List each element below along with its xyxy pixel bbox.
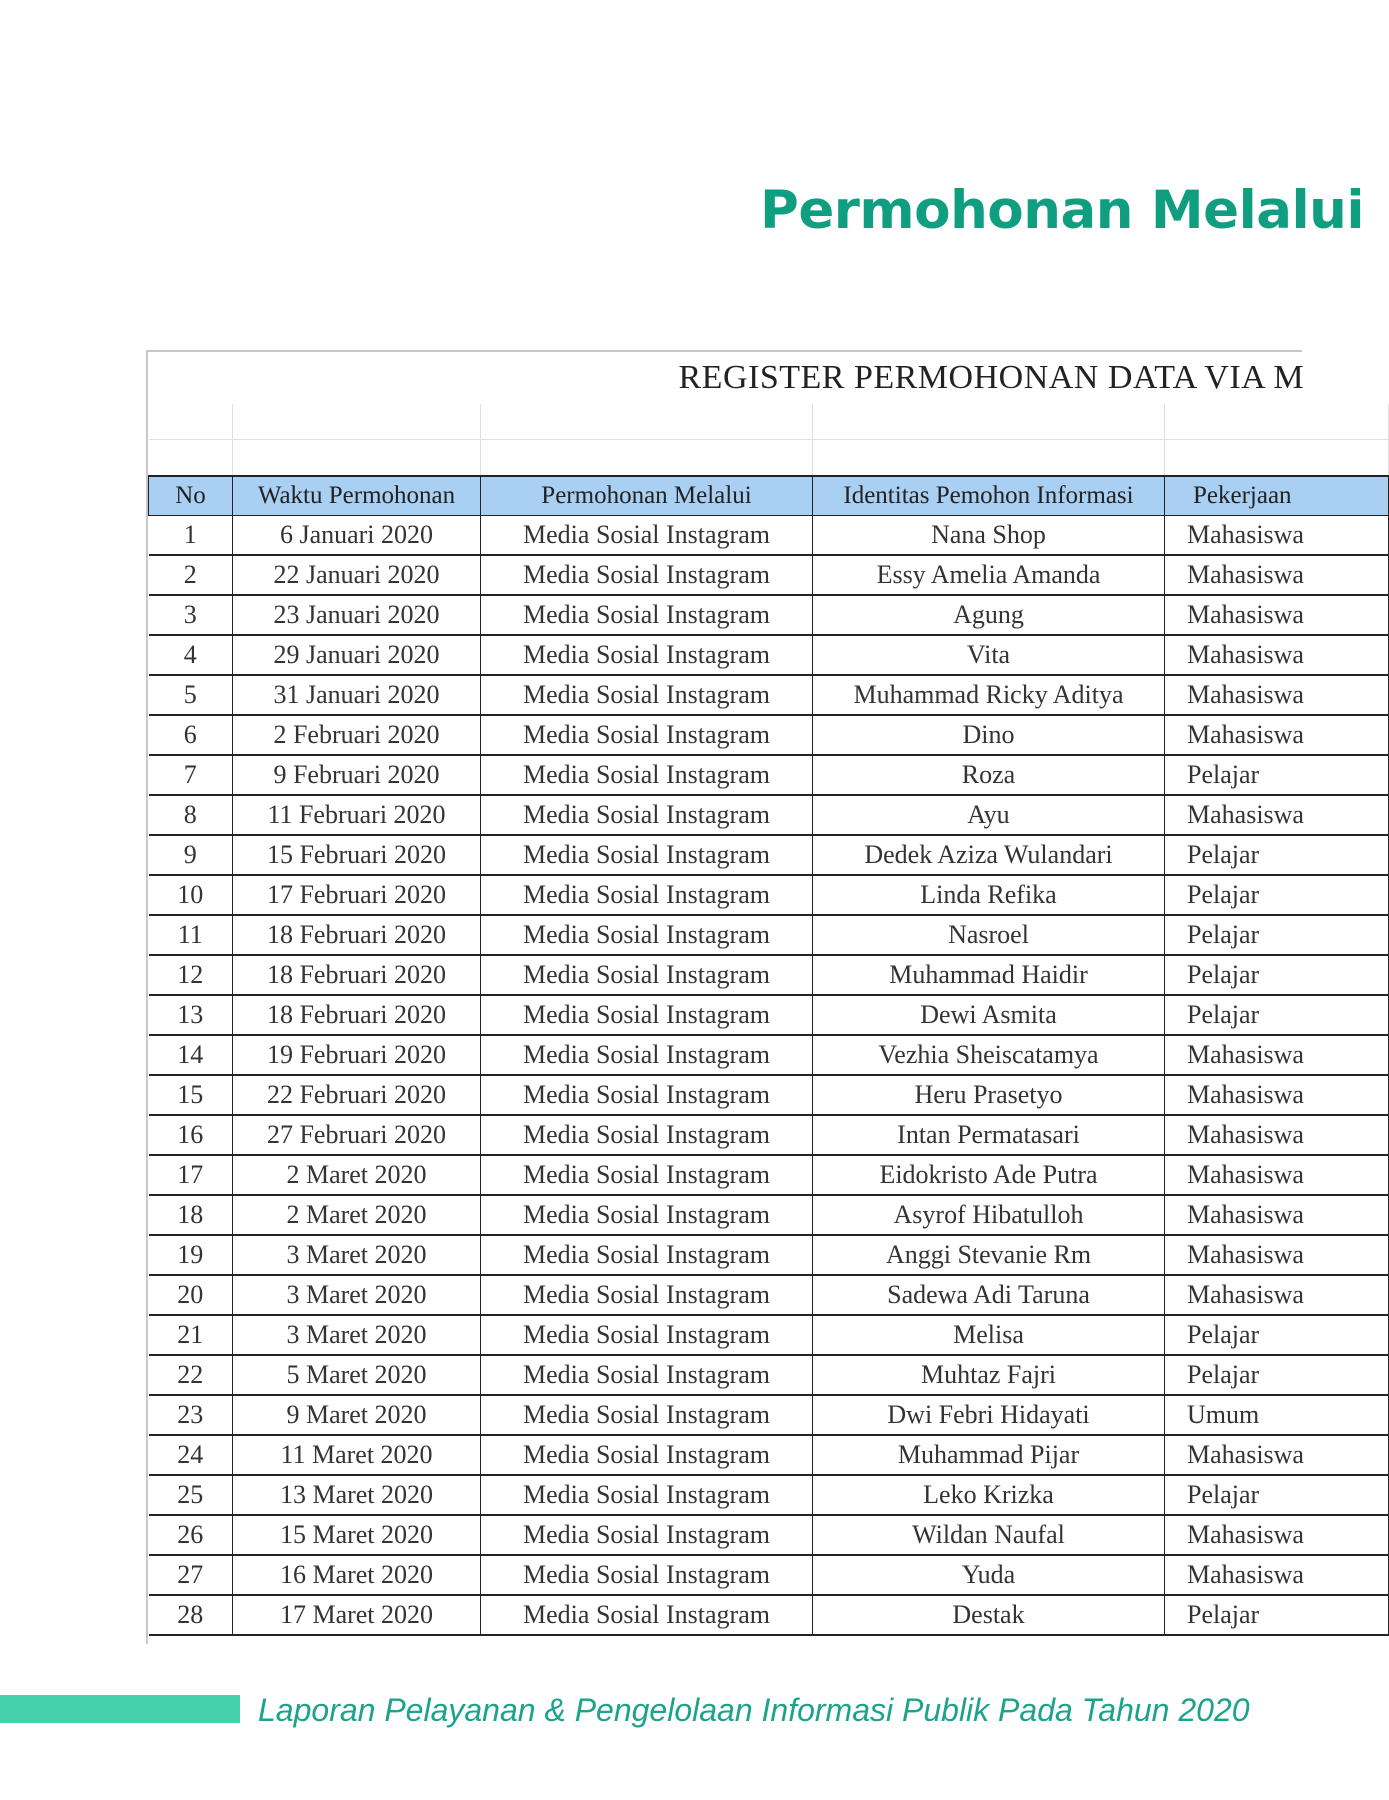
column-header-waktu: Waktu Permohonan bbox=[233, 476, 481, 516]
cell-no: 18 bbox=[149, 1195, 233, 1235]
cell-no: 19 bbox=[149, 1235, 233, 1275]
cell-no: 26 bbox=[149, 1515, 233, 1555]
cell-identitas: Vezhia Sheiscatamya bbox=[813, 1035, 1165, 1075]
cell-pekerjaan: Pelajar bbox=[1165, 1355, 1389, 1395]
cell-no: 8 bbox=[149, 795, 233, 835]
cell-pekerjaan: Mahasiswa bbox=[1165, 1515, 1389, 1555]
table-row bbox=[149, 715, 1389, 755]
cell-no: 16 bbox=[149, 1115, 233, 1155]
cell-no: 21 bbox=[149, 1315, 233, 1355]
cell-waktu: 23 Januari 2020 bbox=[233, 595, 481, 635]
cell-waktu: 15 Maret 2020 bbox=[233, 1515, 481, 1555]
cell-no: 1 bbox=[149, 516, 233, 556]
table-row bbox=[149, 595, 1389, 635]
cell-identitas: Nana Shop bbox=[813, 516, 1165, 556]
cell-pekerjaan: Mahasiswa bbox=[1165, 795, 1389, 835]
cell-pekerjaan: Pelajar bbox=[1165, 875, 1389, 915]
table-row bbox=[149, 1435, 1389, 1475]
cell-no: 27 bbox=[149, 1555, 233, 1595]
page-title: Permohonan Melalui bbox=[760, 180, 1365, 241]
column-header-melalui: Permohonan Melalui bbox=[481, 476, 813, 516]
cell-melalui: Media Sosial Instagram bbox=[481, 516, 813, 556]
cell-waktu: 18 Februari 2020 bbox=[233, 955, 481, 995]
cell-waktu: 13 Maret 2020 bbox=[233, 1475, 481, 1515]
cell-melalui: Media Sosial Instagram bbox=[481, 715, 813, 755]
cell-no: 4 bbox=[149, 635, 233, 675]
cell-pekerjaan: Pelajar bbox=[1165, 955, 1389, 995]
cell-pekerjaan: Pelajar bbox=[1165, 755, 1389, 795]
cell-melalui: Media Sosial Instagram bbox=[481, 995, 813, 1035]
cell-identitas: Heru Prasetyo bbox=[813, 1075, 1165, 1115]
cell-waktu: 19 Februari 2020 bbox=[233, 1035, 481, 1075]
cell-melalui: Media Sosial Instagram bbox=[481, 755, 813, 795]
footer-accent-bar bbox=[0, 1695, 240, 1723]
cell-identitas: Eidokristo Ade Putra bbox=[813, 1155, 1165, 1195]
table-row bbox=[149, 1475, 1389, 1515]
cell-identitas: Muhammad Ricky Aditya bbox=[813, 675, 1165, 715]
table-row bbox=[149, 795, 1389, 835]
cell-waktu: 17 Februari 2020 bbox=[233, 875, 481, 915]
cell-pekerjaan: Mahasiswa bbox=[1165, 1195, 1389, 1235]
cell-waktu: 18 Februari 2020 bbox=[233, 915, 481, 955]
cell-identitas: Muhammad Haidir bbox=[813, 955, 1165, 995]
cell-identitas: Wildan Naufal bbox=[813, 1515, 1165, 1555]
cell-pekerjaan: Pelajar bbox=[1165, 1475, 1389, 1515]
cell-melalui: Media Sosial Instagram bbox=[481, 1435, 813, 1475]
table-row bbox=[149, 1515, 1389, 1555]
cell-pekerjaan: Pelajar bbox=[1165, 995, 1389, 1035]
table-row bbox=[149, 1595, 1389, 1635]
cell-melalui: Media Sosial Instagram bbox=[481, 675, 813, 715]
cell-identitas: Ayu bbox=[813, 795, 1165, 835]
cell-waktu: 22 Februari 2020 bbox=[233, 1075, 481, 1115]
cell-no: 9 bbox=[149, 835, 233, 875]
cell-identitas: Nasroel bbox=[813, 915, 1165, 955]
cell-identitas: Melisa bbox=[813, 1315, 1165, 1355]
cell-waktu: 9 Februari 2020 bbox=[233, 755, 481, 795]
cell-no: 28 bbox=[149, 1595, 233, 1635]
table-row bbox=[149, 995, 1389, 1035]
cell-identitas: Anggi Stevanie Rm bbox=[813, 1235, 1165, 1275]
cell-pekerjaan: Mahasiswa bbox=[1165, 1275, 1389, 1315]
cell-waktu: 31 Januari 2020 bbox=[233, 675, 481, 715]
table-row bbox=[149, 1195, 1389, 1235]
cell-melalui: Media Sosial Instagram bbox=[481, 1475, 813, 1515]
cell-melalui: Media Sosial Instagram bbox=[481, 1075, 813, 1115]
cell-identitas: Asyrof Hibatulloh bbox=[813, 1195, 1165, 1235]
cell-melalui: Media Sosial Instagram bbox=[481, 1155, 813, 1195]
cell-identitas: Roza bbox=[813, 755, 1165, 795]
table-row bbox=[149, 516, 1389, 556]
footer-caption: Laporan Pelayanan & Pengelolaan Informasi Publik Pada Tahun 2020 bbox=[258, 1692, 1250, 1728]
cell-waktu: 2 Maret 2020 bbox=[233, 1195, 481, 1235]
cell-melalui: Media Sosial Instagram bbox=[481, 1595, 813, 1635]
register-title: REGISTER PERMOHONAN DATA VIA M bbox=[678, 359, 1305, 396]
cell-no: 6 bbox=[149, 715, 233, 755]
cell-identitas: Essy Amelia Amanda bbox=[813, 555, 1165, 595]
table-row bbox=[149, 1075, 1389, 1115]
cell-pekerjaan: Umum bbox=[1165, 1395, 1389, 1435]
cell-identitas: Linda Refika bbox=[813, 875, 1165, 915]
cell-no: 14 bbox=[149, 1035, 233, 1075]
cell-melalui: Media Sosial Instagram bbox=[481, 635, 813, 675]
cell-identitas: Leko Krizka bbox=[813, 1475, 1165, 1515]
cell-waktu: 9 Maret 2020 bbox=[233, 1395, 481, 1435]
cell-pekerjaan: Mahasiswa bbox=[1165, 1155, 1389, 1195]
cell-no: 24 bbox=[149, 1435, 233, 1475]
cell-pekerjaan: Mahasiswa bbox=[1165, 1435, 1389, 1475]
cell-no: 5 bbox=[149, 675, 233, 715]
cell-waktu: 11 Februari 2020 bbox=[233, 795, 481, 835]
cell-melalui: Media Sosial Instagram bbox=[481, 555, 813, 595]
cell-pekerjaan: Pelajar bbox=[1165, 1315, 1389, 1355]
table-row bbox=[149, 1355, 1389, 1395]
cell-melalui: Media Sosial Instagram bbox=[481, 795, 813, 835]
cell-waktu: 17 Maret 2020 bbox=[233, 1595, 481, 1635]
cell-identitas: Yuda bbox=[813, 1555, 1165, 1595]
cell-identitas: Destak bbox=[813, 1595, 1165, 1635]
table-row bbox=[149, 875, 1389, 915]
cell-pekerjaan: Mahasiswa bbox=[1165, 1115, 1389, 1155]
cell-pekerjaan: Mahasiswa bbox=[1165, 1035, 1389, 1075]
cell-no: 20 bbox=[149, 1275, 233, 1315]
column-header-identitas: Identitas Pemohon Informasi bbox=[813, 476, 1165, 516]
cell-pekerjaan: Mahasiswa bbox=[1165, 635, 1389, 675]
cell-waktu: 6 Januari 2020 bbox=[233, 516, 481, 556]
table-row bbox=[149, 1235, 1389, 1275]
cell-melalui: Media Sosial Instagram bbox=[481, 915, 813, 955]
table-row bbox=[149, 555, 1389, 595]
cell-no: 2 bbox=[149, 555, 233, 595]
cell-waktu: 29 Januari 2020 bbox=[233, 635, 481, 675]
cell-waktu: 27 Februari 2020 bbox=[233, 1115, 481, 1155]
cell-no: 3 bbox=[149, 595, 233, 635]
cell-pekerjaan: Mahasiswa bbox=[1165, 715, 1389, 755]
table-row bbox=[149, 955, 1389, 995]
cell-waktu: 2 Maret 2020 bbox=[233, 1155, 481, 1195]
cell-identitas: Dedek Aziza Wulandari bbox=[813, 835, 1165, 875]
cell-pekerjaan: Mahasiswa bbox=[1165, 1075, 1389, 1115]
table-row bbox=[149, 915, 1389, 955]
cell-no: 25 bbox=[149, 1475, 233, 1515]
cell-melalui: Media Sosial Instagram bbox=[481, 875, 813, 915]
cell-melalui: Media Sosial Instagram bbox=[481, 1315, 813, 1355]
cell-pekerjaan: Mahasiswa bbox=[1165, 595, 1389, 635]
table-row bbox=[149, 1555, 1389, 1595]
cell-waktu: 18 Februari 2020 bbox=[233, 995, 481, 1035]
cell-waktu: 15 Februari 2020 bbox=[233, 835, 481, 875]
cell-melalui: Media Sosial Instagram bbox=[481, 835, 813, 875]
cell-no: 23 bbox=[149, 1395, 233, 1435]
table-row bbox=[149, 1395, 1389, 1435]
column-header-no: No bbox=[149, 476, 233, 516]
cell-melalui: Media Sosial Instagram bbox=[481, 1555, 813, 1595]
cell-identitas: Dino bbox=[813, 715, 1165, 755]
cell-melalui: Media Sosial Instagram bbox=[481, 1115, 813, 1155]
cell-no: 12 bbox=[149, 955, 233, 995]
cell-identitas: Muhtaz Fajri bbox=[813, 1355, 1165, 1395]
cell-waktu: 2 Februari 2020 bbox=[233, 715, 481, 755]
cell-pekerjaan: Pelajar bbox=[1165, 1595, 1389, 1635]
table-row bbox=[149, 1115, 1389, 1155]
register-body bbox=[149, 516, 1389, 1636]
cell-no: 17 bbox=[149, 1155, 233, 1195]
cell-pekerjaan: Pelajar bbox=[1165, 915, 1389, 955]
cell-identitas: Muhammad Pijar bbox=[813, 1435, 1165, 1475]
register-sheet bbox=[146, 350, 1305, 1644]
table-row bbox=[149, 1155, 1389, 1195]
cell-no: 22 bbox=[149, 1355, 233, 1395]
blank-row bbox=[149, 440, 1389, 477]
cell-melalui: Media Sosial Instagram bbox=[481, 1035, 813, 1075]
blank-row bbox=[149, 404, 1389, 440]
register-table bbox=[148, 352, 1389, 1636]
cell-melalui: Media Sosial Instagram bbox=[481, 1235, 813, 1275]
cell-identitas: Intan Permatasari bbox=[813, 1115, 1165, 1155]
cell-pekerjaan: Mahasiswa bbox=[1165, 516, 1389, 556]
table-row bbox=[149, 755, 1389, 795]
cell-identitas: Vita bbox=[813, 635, 1165, 675]
cell-no: 10 bbox=[149, 875, 233, 915]
cell-melalui: Media Sosial Instagram bbox=[481, 1395, 813, 1435]
table-row bbox=[149, 1275, 1389, 1315]
cell-pekerjaan: Mahasiswa bbox=[1165, 675, 1389, 715]
cell-melalui: Media Sosial Instagram bbox=[481, 595, 813, 635]
column-header-pekerjaan: Pekerjaan bbox=[1165, 476, 1389, 516]
table-row bbox=[149, 675, 1389, 715]
cell-waktu: 11 Maret 2020 bbox=[233, 1435, 481, 1475]
cell-melalui: Media Sosial Instagram bbox=[481, 955, 813, 995]
table-row bbox=[149, 835, 1389, 875]
cell-identitas: Dwi Febri Hidayati bbox=[813, 1395, 1165, 1435]
table-row bbox=[149, 1035, 1389, 1075]
cell-no: 7 bbox=[149, 755, 233, 795]
cell-melalui: Media Sosial Instagram bbox=[481, 1515, 813, 1555]
cell-no: 11 bbox=[149, 915, 233, 955]
cell-identitas: Sadewa Adi Taruna bbox=[813, 1275, 1165, 1315]
cell-waktu: 3 Maret 2020 bbox=[233, 1315, 481, 1355]
cell-waktu: 5 Maret 2020 bbox=[233, 1355, 481, 1395]
cell-waktu: 3 Maret 2020 bbox=[233, 1275, 481, 1315]
cell-melalui: Media Sosial Instagram bbox=[481, 1355, 813, 1395]
cell-melalui: Media Sosial Instagram bbox=[481, 1275, 813, 1315]
cell-melalui: Media Sosial Instagram bbox=[481, 1195, 813, 1235]
cell-pekerjaan: Mahasiswa bbox=[1165, 1235, 1389, 1275]
cell-no: 15 bbox=[149, 1075, 233, 1115]
cell-pekerjaan: Mahasiswa bbox=[1165, 555, 1389, 595]
table-row bbox=[149, 1315, 1389, 1355]
column-header-row bbox=[149, 476, 1389, 516]
table-row bbox=[149, 635, 1389, 675]
cell-pekerjaan: Mahasiswa bbox=[1165, 1555, 1389, 1595]
cell-waktu: 16 Maret 2020 bbox=[233, 1555, 481, 1595]
cell-waktu: 3 Maret 2020 bbox=[233, 1235, 481, 1275]
cell-waktu: 22 Januari 2020 bbox=[233, 555, 481, 595]
cell-pekerjaan: Pelajar bbox=[1165, 835, 1389, 875]
cell-no: 13 bbox=[149, 995, 233, 1035]
cell-identitas: Agung bbox=[813, 595, 1165, 635]
cell-identitas: Dewi Asmita bbox=[813, 995, 1165, 1035]
